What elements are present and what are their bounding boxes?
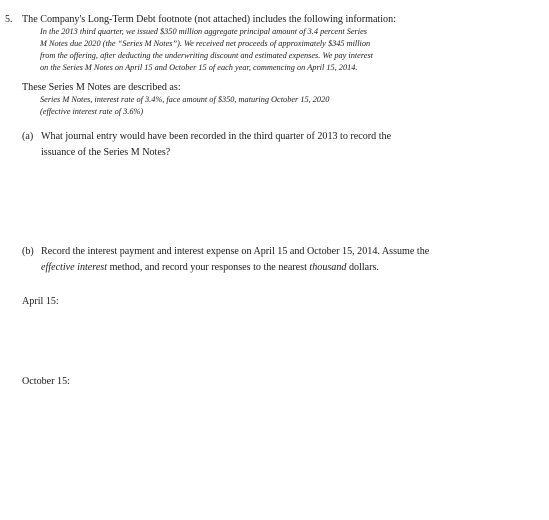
answer-label-october: October 15: bbox=[22, 376, 70, 387]
part-a-line: issuance of the Series M Notes? bbox=[41, 147, 171, 158]
part-b-label: (b) bbox=[22, 246, 34, 257]
part-b-text: method, and record your responses to the nearest bbox=[107, 262, 310, 273]
footnote-line: In the 2013 third quarter, we issued $350 million aggregate principal amount of 3.4 percent Series bbox=[40, 27, 368, 36]
footnote-line: M Notes due 2020 (the “Series M Notes”). We received net proceeds of approximately $345 million bbox=[40, 39, 371, 48]
part-b-line bbox=[41, 262, 379, 273]
part-a-label: (a) bbox=[22, 131, 34, 142]
question-intro: The Company's Long-Term Debt footnote (not attached) includes the following information: bbox=[22, 14, 396, 25]
part-b-line: Record the interest payment and interest expense on April 15 and October 15, 2014. Assume the bbox=[41, 246, 430, 257]
description-line: (effective interest rate of 3.6%) bbox=[40, 107, 144, 116]
footnote-line: on the Series M Notes on April 15 and October 15 of each year, commencing on April 15, 2014. bbox=[40, 63, 358, 72]
part-a-line: What journal entry would have been recorded in the third quarter of 2013 to record the bbox=[41, 131, 392, 142]
part-b-text-end: dollars. bbox=[346, 262, 379, 273]
emphasis-effective-interest: effective interest bbox=[41, 262, 108, 273]
footnote-line: from the offering, after deducting the underwriting discount and estimated expenses. We pay interest bbox=[40, 51, 373, 60]
question-number: 5. bbox=[5, 14, 13, 25]
answer-label-april: April 15: bbox=[22, 296, 59, 307]
emphasis-thousand: thousand bbox=[309, 262, 347, 273]
description-intro: These Series M Notes are described as: bbox=[22, 82, 181, 93]
description-line: Series M Notes, interest rate of 3.4%, face amount of $350, maturing October 15, 2020 bbox=[40, 95, 330, 104]
